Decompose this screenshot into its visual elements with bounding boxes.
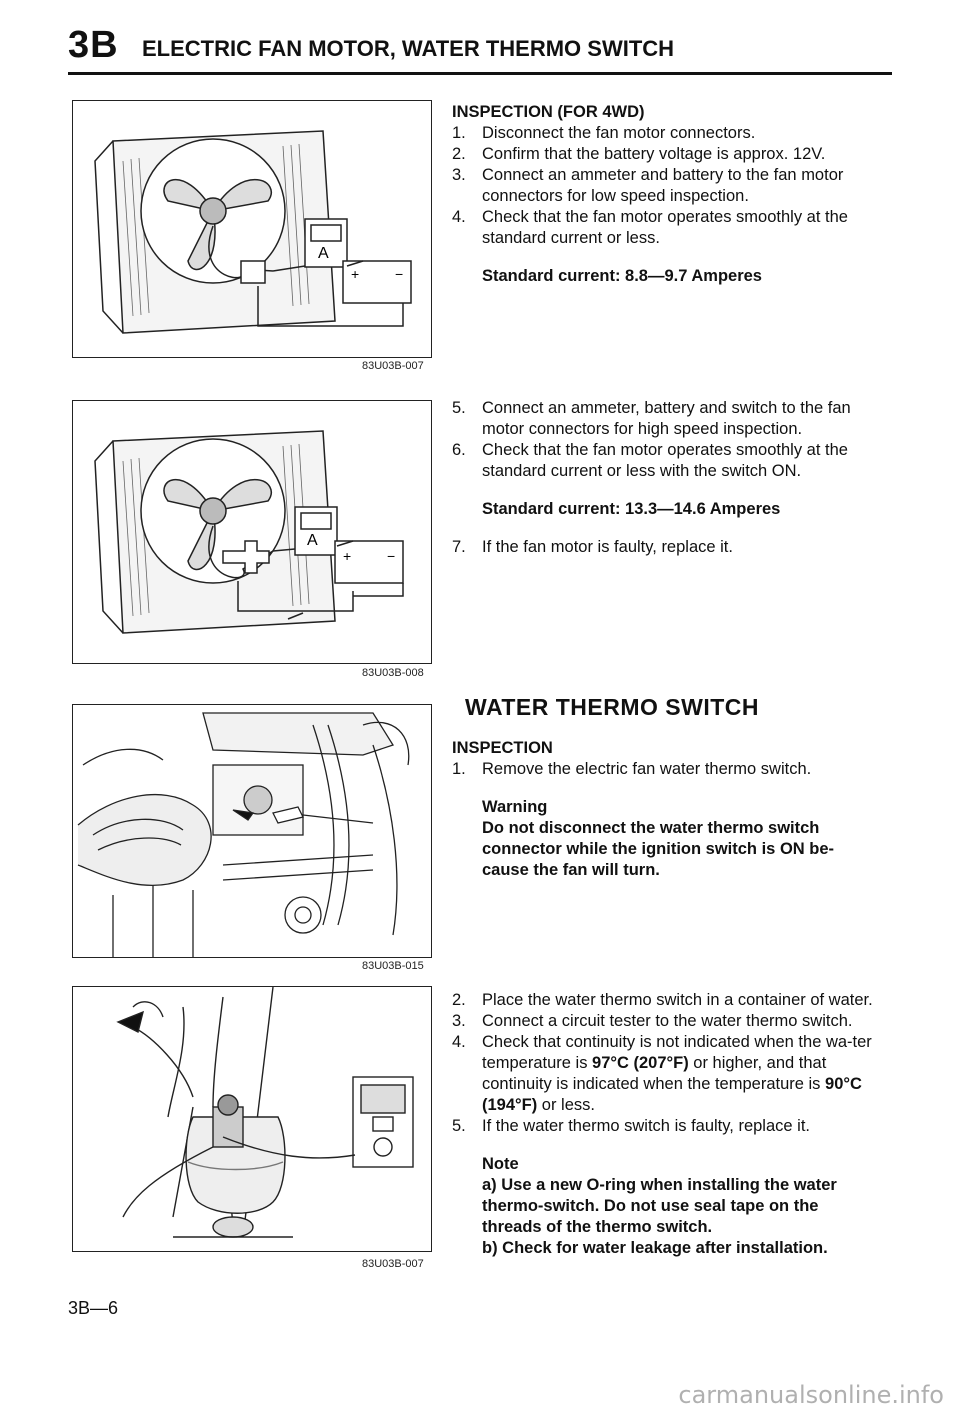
water-thermo-inspection-heading: INSPECTION [452,739,553,757]
wt-step-2: 2. Place the water thermo switch in a container of water. [452,991,873,1009]
step-4: 4. Check that the fan motor operates smoothly at the standard current or less. [452,208,848,247]
figure-code-3: 83U03B-015 [362,960,424,972]
wt-step-1: 1. Remove the electric fan water thermo switch. [452,760,812,778]
note-a: a) Use a new O-ring when installing the water thermo-switch. Do not use seal tape on the threads of the thermo switch. [482,1176,837,1236]
wt-step-3: 3. Connect a circuit tester to the water thermo switch. [452,1012,853,1030]
fig2-minus: − [387,548,396,564]
wt-step-5: 5. If the water thermo switch is faulty, replace it. [452,1117,810,1135]
fig1-plus: + [351,266,360,282]
inspection-4wd-section [452,102,874,287]
engine-bay-illustration [73,705,431,957]
watermark: carmanualsonline.info [678,1381,944,1409]
water-thermo-steps [452,990,874,1259]
fig1-minus: − [395,266,404,282]
section-title: ELECTRIC FAN MOTOR, WATER THERMO SWITCH [142,36,675,61]
step-6: 6. Check that the fan motor operates smoothly at the standard current or less with the switch ON. [452,441,848,480]
header-rule [68,72,892,75]
water-thermo-inspection [452,738,874,881]
fan-high-speed-illustration [73,401,431,663]
figure-fan-high-speed [72,400,432,664]
fig1-meter-letter: A [318,245,329,262]
inspection-4wd-heading: INSPECTION (FOR 4WD) [452,103,645,121]
warning-label: Warning [482,798,548,816]
warning-text: Do not disconnect the water thermo switch connector while the ignition switch is ON be-cause the fan will turn. [482,819,835,879]
figure-code-1: 83U03B-007 [362,360,424,372]
page-number: 3B—6 [68,1298,119,1318]
figure-code-4: 83U03B-007 [362,1258,424,1270]
step-2: 2. Confirm that the battery voltage is approx. 12V. [452,145,826,163]
standard-current-high: Standard current: 13.3—14.6 Amperes [482,500,781,518]
fig2-meter-letter: A [307,532,318,549]
thermo-test-illustration [73,987,431,1251]
figure-engine-bay [72,704,432,958]
fig2-plus: + [343,548,352,564]
step-1: 1. Disconnect the fan motor connectors. [452,124,756,142]
step-3: 3. Connect an ammeter and battery to the fan motor connectors for low speed inspection. [452,166,844,205]
water-thermo-title: WATER THERMO SWITCH [465,694,759,720]
standard-current-low: Standard current: 8.8—9.7 Amperes [482,267,762,285]
figure-thermo-test [72,986,432,1252]
section-code: 3B [68,24,119,66]
figure-code-2: 83U03B-008 [362,667,424,679]
note-label: Note [482,1155,519,1173]
fan-low-speed-illustration [73,101,431,357]
wt-step-4: 4. Check that continuity is not indicated when the wa-ter temperature is 97°C (207°F) or higher, and that continuity is indicated when the temperature is 90°C (194°F) or less. [452,1033,872,1114]
inspection-4wd-high-speed [452,398,874,558]
temp-high: 97°C (207°F) [592,1054,689,1072]
page-header [68,24,890,74]
step-7: 7. If the fan motor is faulty, replace it. [452,538,733,556]
step-5: 5. Connect an ammeter, battery and switch to the fan motor connectors for high speed inspection. [452,399,851,438]
temp-low: 90°C (194°F) [482,1075,862,1114]
note-b: b) Check for water leakage after installation. [482,1239,828,1257]
figure-fan-low-speed [72,100,432,358]
